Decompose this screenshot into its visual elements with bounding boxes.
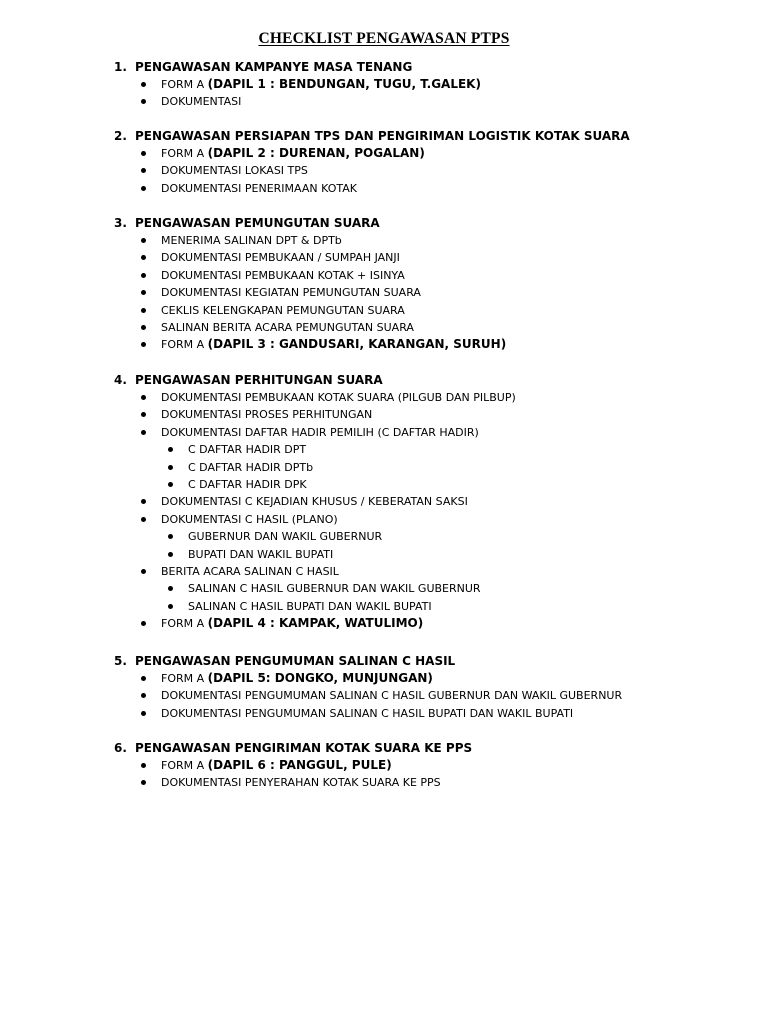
item-text: DOKUMENTASI PROSES PERHITUNGAN (161, 408, 373, 422)
bullet-icon (168, 604, 173, 609)
item-text: SALINAN BERITA ACARA PEMUNGUTAN SUARA (161, 320, 414, 334)
list-item (114, 267, 734, 284)
item-text: C DAFTAR HADIR DPTb (188, 460, 314, 474)
bullet-icon (168, 552, 173, 557)
section-items (114, 757, 734, 792)
section-heading (114, 58, 734, 76)
list-item (114, 145, 734, 162)
bullet-icon (141, 238, 146, 243)
item-text: FORM A (161, 617, 208, 631)
bullet-icon (141, 168, 146, 173)
bullet-icon (141, 342, 146, 347)
section-heading-text: PENGAWASAN PEMUNGUTAN SUARA (135, 216, 380, 230)
item-text: DOKUMENTASI PENERIMAAN KOTAK (161, 181, 357, 195)
checklist-section-6 (114, 739, 734, 792)
bullet-icon (168, 534, 173, 539)
sub-list-item (114, 476, 734, 493)
section-items (114, 389, 734, 632)
item-text: DOKUMENTASI DAFTAR HADIR PEMILIH (C DAFTAR HADIR) (161, 425, 479, 439)
item-text: DOKUMENTASI C HASIL (PLANO) (161, 512, 338, 526)
list-item (114, 615, 734, 632)
section-heading (114, 214, 734, 232)
section-heading (114, 127, 734, 145)
item-text: DOKUMENTASI PEMBUKAAN KOTAK + ISINYA (161, 268, 405, 282)
list-item (114, 511, 734, 528)
item-text: FORM A (161, 338, 208, 352)
item-text: DOKUMENTASI KEGIATAN PEMUNGUTAN SUARA (161, 286, 421, 300)
list-item (114, 670, 734, 687)
list-item (114, 563, 734, 580)
bullet-icon (141, 325, 146, 330)
bullet-icon (168, 465, 173, 470)
sub-list-item (114, 459, 734, 476)
bullet-icon (168, 586, 173, 591)
item-text: SALINAN C HASIL GUBERNUR DAN WAKIL GUBERNUR (188, 582, 481, 596)
sub-list-item (114, 580, 734, 597)
item-text: FORM A (161, 147, 208, 160)
section-heading-text: PENGAWASAN PENGIRIMAN KOTAK SUARA KE PPS (135, 741, 473, 755)
list-item (114, 493, 734, 510)
section-heading-text: PENGAWASAN KAMPANYE MASA TENANG (135, 60, 413, 74)
list-item (114, 336, 734, 353)
list-item (114, 319, 734, 336)
item-text: DOKUMENTASI PENGUMUMAN SALINAN C HASIL GUBERNUR DAN WAKIL GUBERNUR (161, 689, 623, 703)
list-item (114, 93, 734, 110)
section-items (114, 76, 734, 111)
sub-list-item (114, 441, 734, 458)
dapil-label: (DAPIL 5: DONGKO, MUNJUNGAN) (207, 671, 433, 685)
bullet-icon (141, 395, 146, 400)
item-text: DOKUMENTASI (161, 95, 242, 109)
section-heading (114, 739, 734, 757)
bullet-icon (141, 412, 146, 417)
bullet-icon (141, 255, 146, 260)
checklist-section-2 (114, 127, 734, 197)
list-item (114, 162, 734, 179)
sub-list-item (114, 598, 734, 615)
dapil-label: (DAPIL 2 : DURENAN, POGALAN) (207, 146, 425, 160)
item-text: DOKUMENTASI C KEJADIAN KHUSUS / KEBERATAN SAKSI (161, 495, 468, 509)
list-item (114, 76, 734, 93)
list-item (114, 424, 734, 441)
dapil-label: (DAPIL 1 : BENDUNGAN, TUGU, T.GALEK) (207, 77, 481, 91)
item-text: DOKUMENTASI PEMBUKAAN / SUMPAH JANJI (161, 251, 400, 265)
checklist-section-3 (114, 214, 734, 354)
section-heading-text: PENGAWASAN PERSIAPAN TPS DAN PENGIRIMAN LOGISTIK KOTAK SUARA (135, 129, 630, 143)
section-heading-text: PENGAWASAN PENGUMUMAN SALINAN C HASIL (135, 654, 456, 668)
bullet-icon (141, 82, 146, 87)
section-number: 6. (114, 741, 127, 755)
bullet-icon (141, 186, 146, 191)
bullet-icon (168, 447, 173, 452)
list-item (114, 774, 734, 791)
item-text: FORM A (161, 672, 208, 685)
sub-list-item (114, 546, 734, 563)
bullet-icon (141, 780, 146, 785)
checklist-section-1 (114, 58, 734, 111)
checklist-section-4 (114, 371, 734, 632)
section-number: 3. (114, 216, 127, 230)
bullet-icon (141, 517, 146, 522)
item-text: DOKUMENTASI PENYERAHAN KOTAK SUARA KE PPS (161, 776, 441, 790)
bullet-icon (141, 693, 146, 698)
dapil-label: (DAPIL 4 : KAMPAK, WATULIMO) (207, 616, 424, 631)
bullet-icon (141, 711, 146, 716)
section-number: 2. (114, 129, 127, 143)
bullet-icon (141, 676, 146, 681)
section-items (114, 232, 734, 354)
item-text: BUPATI DAN WAKIL BUPATI (188, 547, 334, 561)
dapil-label: (DAPIL 3 : GANDUSARI, KARANGAN, SURUH) (207, 337, 507, 352)
bullet-icon (141, 430, 146, 435)
bullet-icon (141, 273, 146, 278)
document-title: CHECKLIST PENGAWASAN PTPS (258, 30, 510, 47)
dapil-label: (DAPIL 6 : PANGGUL, PULE) (207, 758, 392, 772)
item-text: C DAFTAR HADIR DPK (188, 477, 307, 491)
item-text: MENERIMA SALINAN DPT & DPTb (161, 234, 342, 247)
bullet-icon (141, 290, 146, 295)
section-number: 1. (114, 60, 127, 74)
bullet-icon (141, 499, 146, 504)
bullet-icon (141, 763, 146, 768)
section-items (114, 670, 734, 722)
list-item (114, 687, 734, 704)
list-item (114, 302, 734, 319)
list-item (114, 284, 734, 301)
bullet-icon (141, 151, 146, 156)
bullet-icon (141, 621, 146, 626)
bullet-icon (141, 99, 146, 104)
sub-list-item (114, 528, 734, 545)
item-text: C DAFTAR HADIR DPT (188, 443, 307, 457)
item-text: CEKLIS KELENGKAPAN PEMUNGUTAN SUARA (161, 303, 405, 317)
section-items (114, 145, 734, 197)
item-text: DOKUMENTASI PENGUMUMAN SALINAN C HASIL BUPATI DAN WAKIL BUPATI (161, 706, 574, 720)
item-text: FORM A (161, 759, 208, 772)
list-item (114, 757, 734, 774)
item-text: BERITA ACARA SALINAN C HASIL (161, 564, 339, 578)
list-item (114, 389, 734, 406)
item-text: SALINAN C HASIL BUPATI DAN WAKIL BUPATI (188, 599, 432, 613)
bullet-icon (141, 308, 146, 313)
list-item (114, 406, 734, 423)
list-item (114, 249, 734, 266)
section-number: 4. (114, 373, 127, 387)
item-text: DOKUMENTASI LOKASI TPS (161, 164, 308, 178)
section-heading (114, 652, 734, 670)
bullet-icon (168, 482, 173, 487)
section-number: 5. (114, 654, 127, 668)
list-item (114, 232, 734, 249)
section-heading (114, 371, 734, 389)
bullet-icon (141, 569, 146, 574)
list-item (114, 705, 734, 722)
section-heading-text: PENGAWASAN PERHITUNGAN SUARA (135, 373, 383, 387)
item-text: GUBERNUR DAN WAKIL GUBERNUR (188, 530, 383, 544)
item-text: DOKUMENTASI PEMBUKAAN KOTAK SUARA (PILGUB DAN PILBUP) (161, 391, 516, 404)
item-text: FORM A (161, 78, 208, 91)
list-item (114, 180, 734, 197)
checklist-section-5 (114, 652, 734, 722)
